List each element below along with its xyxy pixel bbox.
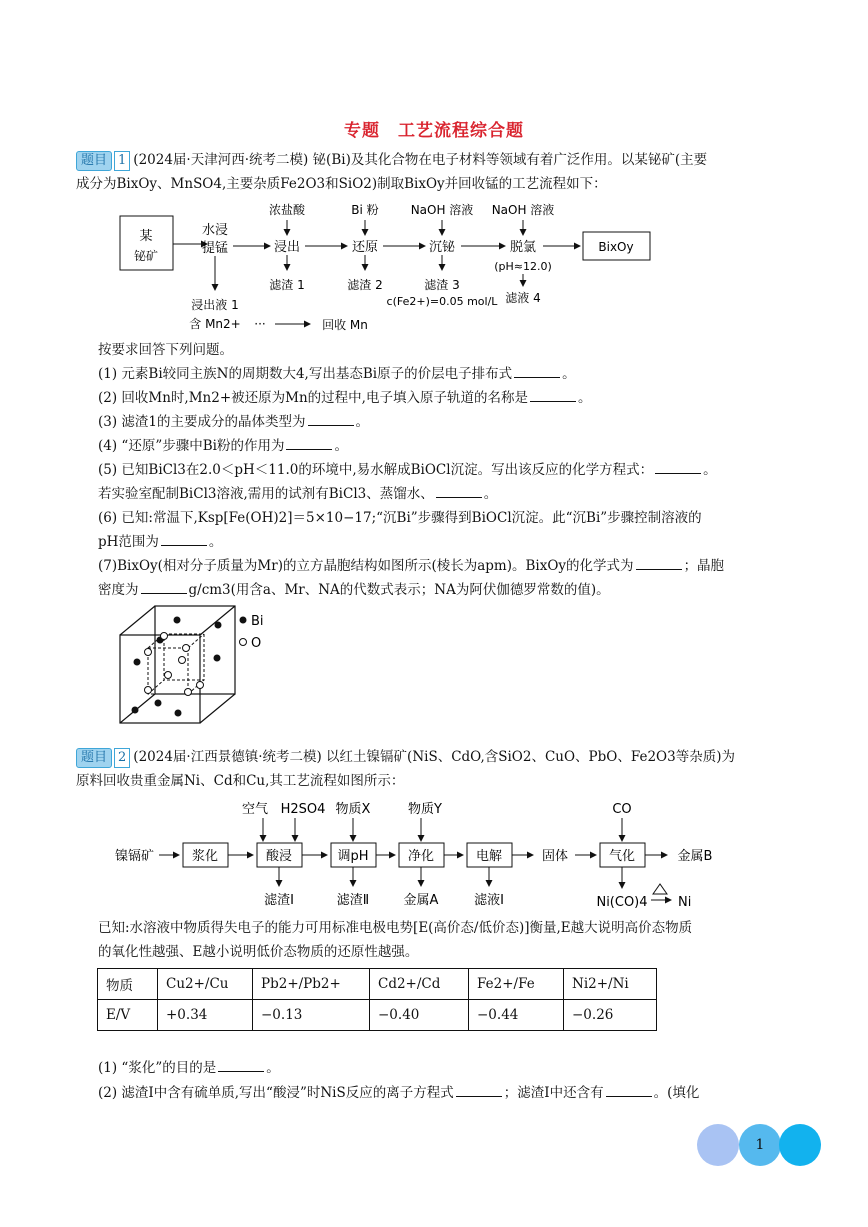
q1-sub-5b: 若实验室配制BiCl3溶液,需用的试剂有BiCl3、蒸馏水、 。 bbox=[98, 486, 498, 502]
answer-blank[interactable] bbox=[636, 557, 682, 570]
q1-sub-2: (2) 回收Mn时,Mn2+被还原为Mn的过程中,电子填入原子轨道的名称是 。 bbox=[98, 390, 592, 406]
q1-sub-6b: pH范围为 。 bbox=[98, 534, 223, 550]
residue-ii: 滤渣Ⅱ bbox=[336, 893, 370, 908]
step-electrolysis: 电解 bbox=[475, 849, 503, 864]
raw-ni-ore: 镍镉矿 bbox=[115, 849, 155, 864]
reagent-naoh-1: NaOH 溶液 bbox=[410, 203, 474, 217]
reagent-bi-powder: Bi 粉 bbox=[351, 203, 379, 217]
nickel: Ni bbox=[678, 895, 692, 910]
residue-3: 滤渣 3 bbox=[424, 278, 460, 292]
crystal-cell-diagram bbox=[110, 600, 270, 730]
residue-i: 滤渣Ⅰ bbox=[264, 893, 294, 908]
q1-tag: 题目 bbox=[76, 151, 112, 171]
table-row: E/V +0.34 −0.13 −0.40 −0.44 −0.26 bbox=[98, 1000, 657, 1031]
residue-2: 滤渣 2 bbox=[347, 278, 383, 292]
q1-sub-7b: 密度为 g/cm3(用含a、Mr、NA的代数式表示；NA为阿伏伽德罗常数的值)。 bbox=[98, 582, 610, 598]
solid: 固体 bbox=[541, 849, 569, 864]
reagent-hcl: 浓盐酸 bbox=[268, 203, 306, 217]
potential-table bbox=[97, 968, 657, 1031]
q1-sub-4: (4) “还原”步骤中Bi粉的作用为 。 bbox=[98, 438, 348, 454]
metal-a: 金属A bbox=[403, 893, 439, 908]
raw-ore-label-2: 铋矿 bbox=[133, 249, 159, 263]
answer-blank[interactable] bbox=[161, 533, 207, 546]
leachate-1: 浸出液 1 bbox=[191, 298, 239, 312]
q1-sub-7: (7)BixOy(相对分子质量为Mr)的立方晶胞结构如图所示(棱长为apm)。BixOy的化学式为 ；晶胞 bbox=[98, 558, 725, 574]
answer-blank[interactable] bbox=[456, 1084, 502, 1097]
answer-blank[interactable] bbox=[141, 581, 187, 594]
nickel-carbonyl: Ni(CO)4 bbox=[596, 895, 648, 910]
answer-blank[interactable] bbox=[606, 1084, 652, 1097]
q2-line-1: 题目 2 (2024届·江西景德镇·统考二模) 以红土镍镉矿(NiS、CdO,含SiO2、CuO、PbO、Fe2O3等杂质)为 bbox=[76, 747, 735, 768]
q2-known-2: 的氧化性越强、E越小说明低价态物质的还原性越强。 bbox=[98, 944, 419, 960]
answer-blank[interactable] bbox=[514, 365, 560, 378]
reagent-co: CO bbox=[612, 802, 632, 817]
answer-blank[interactable] bbox=[530, 389, 576, 402]
q2-flowchart bbox=[115, 796, 755, 914]
q2-tag: 题目 bbox=[76, 748, 112, 768]
product-label: BixOy bbox=[598, 240, 634, 254]
q1-sub-3: (3) 滤渣1的主要成分的晶体类型为 。 bbox=[98, 414, 370, 430]
reagent-air: 空气 bbox=[241, 802, 269, 817]
step-water-leach-2: 提锰 bbox=[201, 241, 229, 256]
reagent-naoh-2: NaOH 溶液 bbox=[491, 203, 555, 217]
q2-number: 2 bbox=[114, 748, 130, 768]
q2-sub-2: (2) 滤渣Ⅰ中含有硫单质,写出“酸浸”时NiS反应的离子方程式 ；滤渣Ⅰ中还含有 。(填化 bbox=[98, 1085, 700, 1101]
step-leach: 浸出 bbox=[273, 240, 301, 255]
filtrate-i: 滤液Ⅰ bbox=[474, 893, 504, 908]
leachate-1-mn: 含 Mn2+ bbox=[189, 317, 241, 331]
q1-flowchart bbox=[115, 198, 675, 340]
table-row: 物质 Cu2+/Cu Pb2+/Pb2+ Cd2+/Cd Fe2+/Fe Ni2+/Ni bbox=[98, 969, 657, 1000]
step-adjust-ph: 调pH bbox=[337, 849, 369, 864]
legend-o: O bbox=[251, 636, 262, 651]
answer-blank[interactable] bbox=[286, 437, 332, 450]
page-title: 专题 工艺流程综合题 bbox=[344, 121, 524, 141]
q1-sub-6: (6) 已知:常温下,Ksp[Fe(OH)2]＝5×10−17;“沉Bi”步骤得到BiOCl沉淀。此“沉Bi”步骤控制溶液的 bbox=[98, 510, 702, 526]
ellipsis: ··· bbox=[254, 317, 266, 331]
residue-1: 滤渣 1 bbox=[269, 278, 305, 292]
step-precipitate: 沉铋 bbox=[428, 240, 456, 255]
raw-ore-label-1: 某 bbox=[139, 229, 153, 244]
q1-line-1: 题目 1 (2024届·天津河西·统考二模) 铋(Bi)及其化合物在电子材料等领域有着广泛作用。以某铋矿(主要 bbox=[76, 150, 707, 171]
page-deco-circle-1 bbox=[697, 1124, 739, 1166]
filtrate-4: 滤液 4 bbox=[505, 291, 541, 305]
recover-mn: 回收 Mn bbox=[322, 318, 368, 332]
q2-known-1: 已知:水溶液中物质得失电子的能力可用标准电极电势[E(高价态/低价态)]衡量,E越大说明高价态物质 bbox=[98, 920, 693, 936]
page-deco-circle-3 bbox=[779, 1124, 821, 1166]
q1-sub-1: (1) 元素Bi较同主族N的周期数大4,写出基态Bi原子的价层电子排布式 。 bbox=[98, 366, 576, 382]
legend-bi: Bi bbox=[251, 614, 264, 629]
fe-concentration: c(Fe2+)=0.05 mol/L bbox=[386, 295, 498, 308]
heat-triangle-icon bbox=[653, 884, 667, 894]
q1-instruction: 按要求回答下列问题。 bbox=[98, 342, 233, 358]
answer-blank[interactable] bbox=[436, 485, 482, 498]
answer-blank[interactable] bbox=[218, 1059, 264, 1072]
legend-o-dot bbox=[240, 639, 247, 646]
metal-b: 金属B bbox=[677, 849, 713, 864]
step-purify: 净化 bbox=[407, 849, 435, 864]
page-number: 1 bbox=[739, 1124, 781, 1166]
reagent-h2so4: H2SO4 bbox=[280, 802, 326, 817]
answer-blank[interactable] bbox=[308, 413, 354, 426]
q2-line-2: 原料回收贵重金属Ni、Cd和Cu,其工艺流程如图所示： bbox=[76, 773, 405, 789]
reagent-x: 物质X bbox=[335, 802, 371, 817]
step-water-leach-1: 水浸 bbox=[201, 223, 229, 238]
ph-condition: (pH≈12.0) bbox=[494, 260, 552, 273]
step-slurry: 浆化 bbox=[191, 849, 219, 864]
step-reduce: 还原 bbox=[351, 240, 379, 255]
q1-number: 1 bbox=[114, 151, 130, 171]
legend-bi-dot bbox=[240, 617, 247, 624]
step-gasify: 气化 bbox=[608, 849, 636, 864]
answer-blank[interactable] bbox=[655, 461, 701, 474]
step-dechlorinate: 脱氯 bbox=[509, 240, 537, 255]
q2-sub-1: (1) “浆化”的目的是 。 bbox=[98, 1060, 280, 1076]
reagent-y: 物质Y bbox=[408, 802, 442, 817]
q1-line-2: 成分为BixOy、MnSO4,主要杂质Fe2O3和SiO2)制取BixOy并回收锰的工艺流程如下： bbox=[76, 176, 607, 192]
q1-sub-5: (5) 已知BiCl3在2.0＜pH＜11.0的环境中,易水解成BiOCl沉淀。写出该反应的化学方程式： 。 bbox=[98, 462, 717, 478]
step-acid-leach: 酸浸 bbox=[265, 849, 293, 864]
